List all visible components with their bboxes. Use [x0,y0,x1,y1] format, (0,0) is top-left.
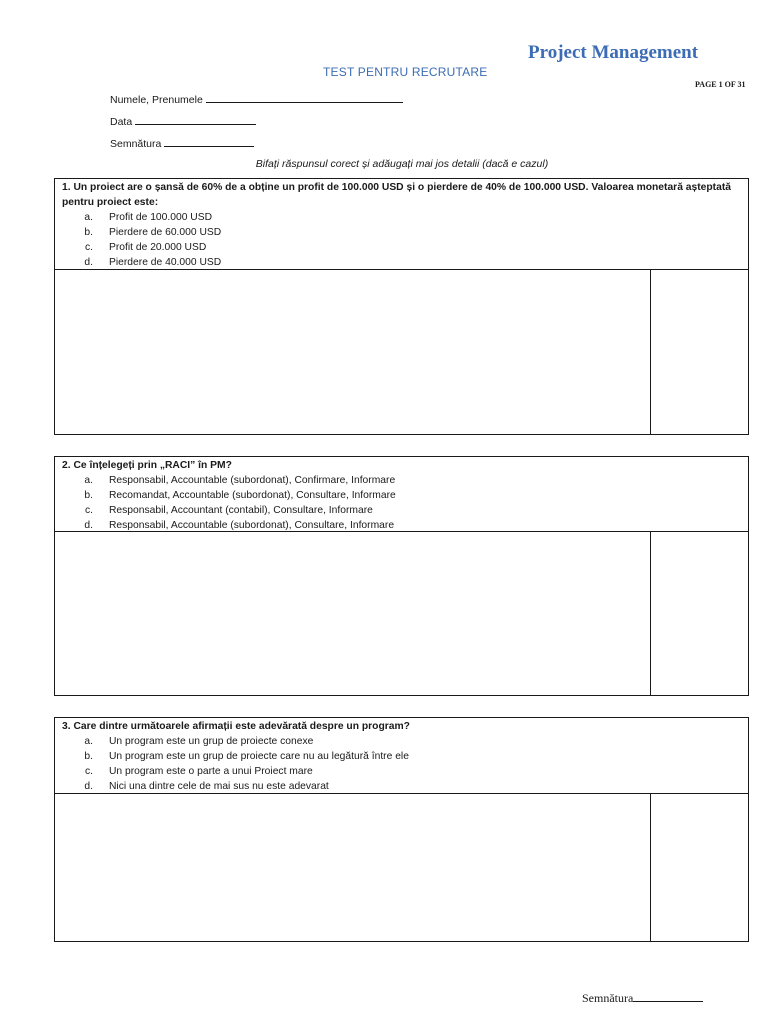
option-item[interactable]: b. Pierdere de 60.000 USD [84,227,222,238]
option-item[interactable]: d. Pierdere de 40.000 USD [84,257,222,268]
question-box [54,178,749,435]
mark-column[interactable] [650,532,651,695]
question-text: 3. Care dintre următoarele afirmații este adevărată despre un program? [62,721,410,732]
brand-title: Project Management [528,42,699,63]
footer-signature-blank[interactable] [633,990,703,1002]
signature-label: Semnătura [110,138,162,150]
answer-area[interactable] [55,270,748,434]
question-box [54,717,749,942]
option-item[interactable]: c. Responsabil, Accountant (contabil), Consultare, Informare [84,505,373,516]
question-header [55,179,748,270]
date-blank[interactable] [135,114,256,125]
question-header [55,457,748,532]
date-label: Data [110,116,133,128]
option-item[interactable]: d. Nici una dintre cele de mai sus nu este adevarat [84,781,329,792]
mark-column[interactable] [650,794,651,941]
footer-signature-label: Semnătura [582,991,634,1005]
option-item[interactable]: a. Profit de 100.000 USD [84,212,213,223]
date-field[interactable] [110,114,256,128]
name-blank[interactable] [206,92,403,103]
mark-column[interactable] [650,270,651,434]
option-item[interactable]: d. Responsabil, Accountable (subordonat), Consultare, Informare [84,520,395,531]
question-box [54,456,749,696]
signature-field[interactable] [110,136,254,150]
name-field[interactable] [110,92,403,106]
option-item[interactable]: b. Un program este un grup de proiecte care nu au legătură între ele [84,751,409,762]
question-text: 1. Un proiect are o șansă de 60% de a obține un profit de 100.000 USD și o pierdere de 40% de 100.000 USD. Valoarea monetară așteptată pentru proiect este: [62,182,731,208]
option-item[interactable]: b. Recomandat, Accountable (subordonat), Consultare, Informare [84,490,396,501]
name-label: Numele, Prenumele [110,94,203,106]
option-item[interactable]: c. Un program este o parte a unui Proiect mare [84,766,313,777]
signature-blank[interactable] [164,136,254,147]
option-item[interactable]: a. Un program este un grup de proiecte conexe [84,736,314,747]
option-item[interactable]: c. Profit de 20.000 USD [84,242,207,253]
page-number: PAGE 1 OF 31 [695,80,746,89]
instruction-text: Bifați răspunsul corect și adăugați mai jos detalii (dacă e cazul) [255,158,549,170]
footer-signature[interactable] [582,990,703,1006]
option-item[interactable]: a. Responsabil, Accountable (subordonat), Confirmare, Informare [84,475,396,486]
answer-area[interactable] [55,794,748,941]
answer-area[interactable] [55,532,748,695]
question-header [55,718,748,794]
question-text: 2. Ce înțelegeți prin „RACI” în PM? [62,460,232,471]
document-title: TEST PENTRU RECRUTARE [323,65,488,79]
